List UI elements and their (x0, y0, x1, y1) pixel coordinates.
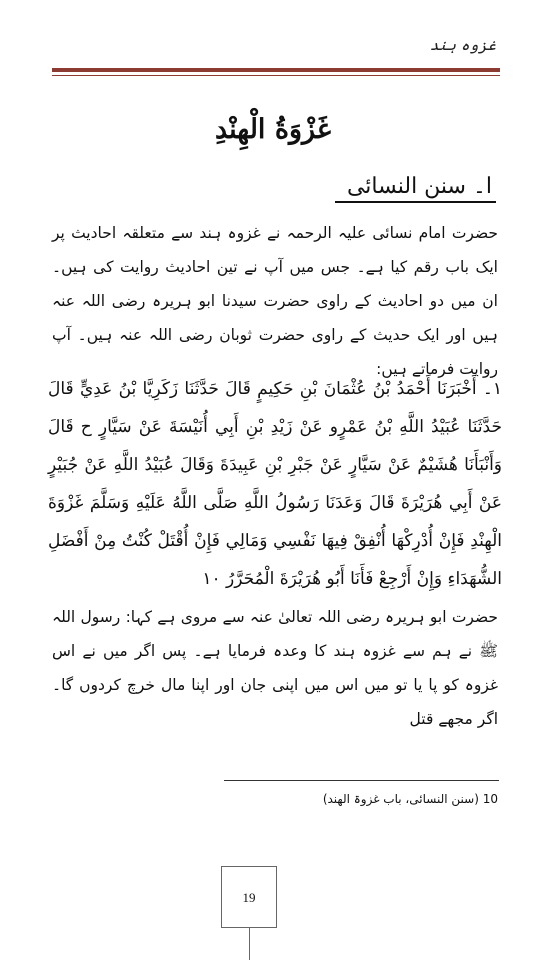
header-rule-thick (52, 68, 500, 72)
running-header: غزوہ ہند (429, 36, 496, 54)
intro-paragraph: حضرت امام نسائی علیہ الرحمہ نے غزوہ ہند سے متعلقہ احادیث پر ایک باب رقم کیا ہے۔ جس میں آپ نے تین احادیث روایت کی ہیں۔ ان میں دو احادیث کے راوی حضرت سیدنا ابو ہریرہ رضی اللہ عنہ ہیں اور ایک حدیث کے راوی حضرت ثوبان رضی اللہ عنہ ہیں۔ آپ روایت فرماتے ہیں: (52, 224, 498, 378)
footnote-rule (224, 780, 499, 781)
chapter-title: غَزْوَةُ الْهِنْدِ (214, 114, 332, 145)
section-heading: ا۔ سنن النسائی (335, 174, 496, 203)
page-number: 19 (221, 866, 277, 928)
page-number-stem (249, 928, 250, 960)
footnote: 10 (سنن النسائی، باب غزوۃ الھند) (322, 792, 498, 806)
translation-paragraph: حضرت ابو ہریرہ رضی اللہ تعالیٰ عنہ سے مروی ہے کہا: رسول اللہ ﷺ نے ہم سے غزوہ ہند کا وعدہ فرمایا ہے۔ پس اگر میں نے اس غزوہ کو پا یا تو میں اس میں اپنی جان اور اپنا مال خرچ کردوں گا۔ اگر مجھے قتل (52, 608, 498, 728)
hadith-arabic-text: ۱۔ أَخْبَرَنَا أَحْمَدُ بْنُ عُثْمَانَ بْنِ حَكِيمٍ قَالَ حَدَّثَنَا زَكَرِيَّا بْنُ عَدِيٍّ قَالَ حَدَّثَنَا عُبَيْدُ اللَّهِ بْنُ عَمْرٍو عَنْ زَيْدِ بْنِ أَبِي أُنَيْسَةَ عَنْ سَيَّارٍ ح قَالَ وَأَنْبَأَنَا هُشَيْمٌ عَنْ سَيَّارٍ عَنْ جَبْرِ بْنِ عَبِيدَةَ وَقَالَ عُبَيْدُ اللَّهِ عَنْ جُبَيْرٍ عَنْ أَبِي هُرَيْرَةَ قَالَ وَعَدَنَا رَسُولُ اللَّهِ صَلَّى اللَّهُ عَلَيْهِ وَسَلَّمَ غَزْوَةَ الْهِنْدِ فَإِنْ أُدْرِكْهَا أُنْفِقْ فِيهَا نَفْسِي وَمَالِي فَإِنْ أُقْتَلْ كُنْتُ مِنْ أَفْضَلِ الشُّهَدَاءِ وَإِنْ أَرْجِعْ فَأَنَا أَبُو هُرَيْرَةَ الْمُحَرَّرُ ۱۰ (48, 379, 503, 589)
header-rule-thin (52, 75, 500, 76)
